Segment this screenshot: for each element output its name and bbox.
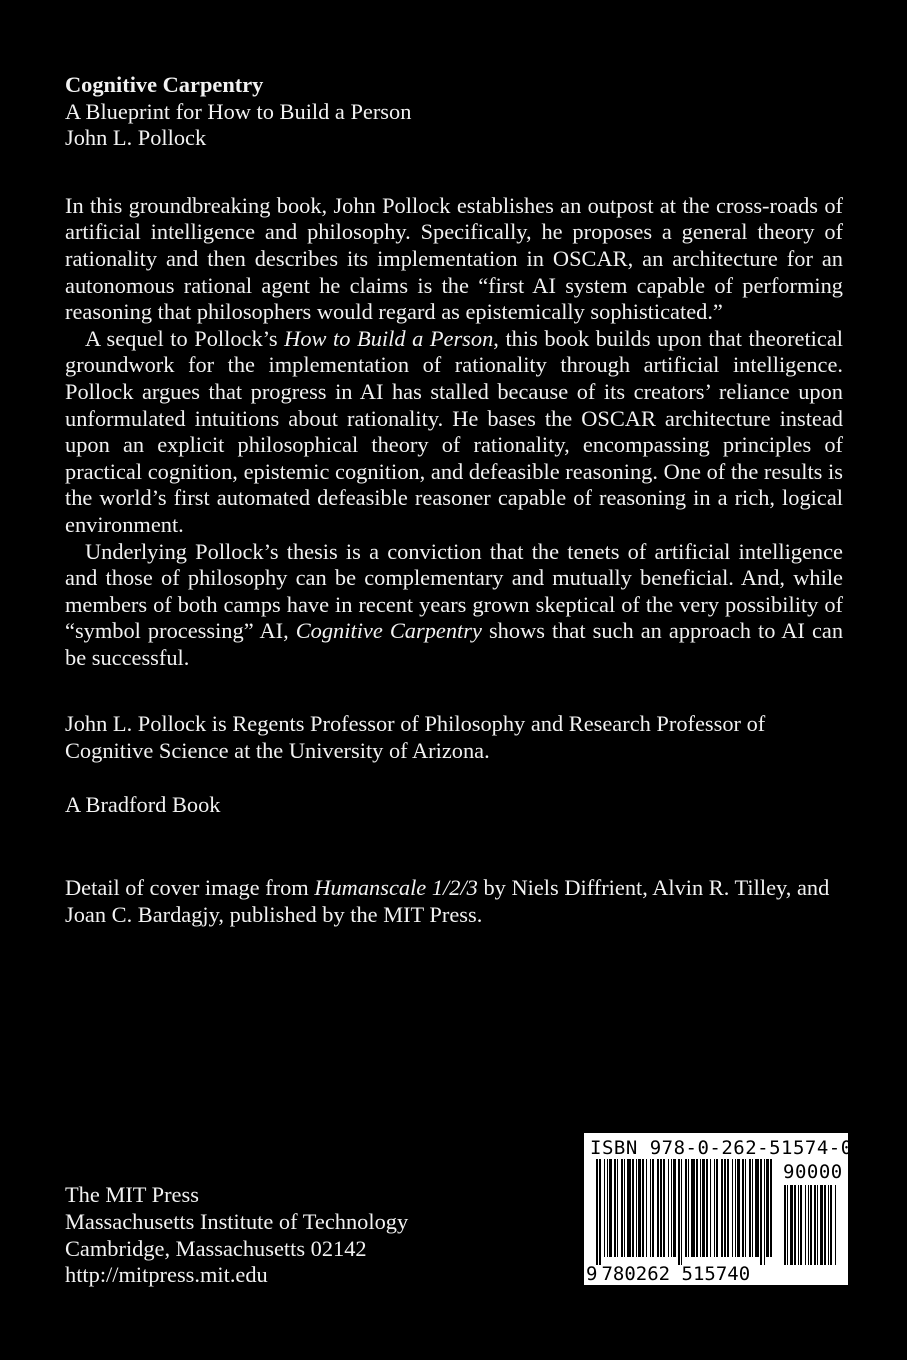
barcode-bar: [787, 1185, 788, 1265]
barcode-bar: [814, 1185, 816, 1265]
barcode-bar: [737, 1159, 740, 1257]
barcode-bar: [745, 1159, 746, 1257]
ean-remaining-digits: 780262 515740: [601, 1263, 751, 1285]
barcode-bar: [764, 1159, 765, 1265]
publisher-name: The MIT Press: [65, 1182, 199, 1207]
publisher-address: [65, 1182, 408, 1289]
barcode-bar: [808, 1185, 809, 1265]
author-bio: John L. Pollock is Regents Professor of Philosophy and Research Professor of Cognitive Science at the University of Arizona.: [65, 711, 766, 764]
barcode-bar: [696, 1159, 698, 1257]
publisher-city: Cambridge, Massachusetts 02142: [65, 1235, 367, 1261]
barcode-bar: [604, 1159, 605, 1257]
barcode-bar: [727, 1159, 729, 1257]
barcode-bar: [735, 1159, 736, 1257]
barcode-bar: [721, 1159, 723, 1257]
barcode-bar: [668, 1159, 669, 1257]
ean-digits: [586, 1261, 750, 1288]
barcode-bar: [770, 1159, 772, 1257]
barcode-bar: [652, 1159, 654, 1257]
barcode-bar: [828, 1185, 829, 1265]
barcode-bar: [660, 1159, 662, 1257]
barcode-bar: [614, 1159, 616, 1257]
barcode-bar: [716, 1159, 718, 1257]
barcode-bar: [617, 1159, 618, 1257]
barcode-bar: [732, 1159, 733, 1257]
barcode-bar: [627, 1159, 631, 1257]
back-cover-text: [65, 72, 843, 928]
barcode-bar: [657, 1159, 659, 1257]
barcode-bar: [798, 1185, 799, 1265]
barcode-bar: [820, 1185, 823, 1265]
ean-first-digit: 9: [586, 1263, 598, 1285]
barcode-bar: [663, 1159, 665, 1257]
barcode-bar: [673, 1159, 676, 1257]
price-addon-digits: 90000: [783, 1161, 843, 1183]
blurb-p2-book-title: How to Build a Person: [284, 325, 494, 351]
barcode-bar: [805, 1185, 806, 1265]
barcode-bar: [835, 1185, 836, 1265]
publisher-url: http://mitpress.mit.edu: [65, 1262, 268, 1288]
imprint: A Bradford Book: [65, 791, 221, 817]
title-block: [65, 72, 843, 152]
blurb-p3-book-title: Cognitive Carpentry: [295, 618, 482, 644]
barcode-bar: [784, 1185, 786, 1265]
cover-credit-text: Detail of cover image from: [65, 875, 315, 901]
isbn-number: ISBN 978-0-262-51574-0: [590, 1137, 853, 1159]
barcode-bar: [678, 1159, 680, 1265]
barcode-bar: [650, 1159, 651, 1257]
barcode-bar: [671, 1159, 672, 1257]
blurb-paragraph-1: In this groundbreaking book, John Pollock establishes an outpost at the cross-roads of artificial intelligence and philosophy. Specifically, he proposes a general theory of rationality and then describes its implementation in OSCAR, an architecture for an autonomous rational agent he claims is the “first AI system capable of performing reasoning that philosophers would regard as epistemically sophisticated.”: [65, 192, 843, 325]
barcode-bar: [749, 1159, 751, 1257]
publisher-institute: Massachusetts Institute of Technology: [65, 1208, 409, 1234]
barcode-bar: [824, 1185, 826, 1265]
addon-barcode-bars: [784, 1185, 838, 1273]
barcode-bar: [724, 1159, 726, 1257]
blurb-p3-text-after: shows that such an approach to AI can be successful.: [65, 618, 844, 670]
barcode-bar: [702, 1159, 705, 1257]
barcode-bar: [636, 1159, 637, 1257]
barcode-bar: [760, 1159, 762, 1265]
barcode-bar: [700, 1159, 701, 1257]
barcode-bar: [794, 1185, 796, 1265]
book-title: Cognitive Carpentry: [65, 72, 264, 97]
barcode-bar: [706, 1159, 708, 1257]
blurb: [65, 193, 843, 672]
barcode-bar: [632, 1159, 634, 1257]
barcode-bar: [790, 1185, 793, 1265]
barcode-bar: [755, 1159, 759, 1257]
barcode-bar: [681, 1159, 682, 1265]
blurb-p3-text: Underlying Pollock’s thesis is a conviction that the tenets of artificial intelligence and those of philosophy can be complementary and mutually beneficial. And, while members of both camps have in recent years grown skeptical of the very possibility of “symbol processing” AI,: [65, 538, 843, 644]
barcode-bar: [742, 1159, 744, 1257]
barcode-bar: [710, 1159, 711, 1257]
barcode-bar: [624, 1159, 625, 1257]
barcode-bar: [685, 1159, 687, 1257]
cover-credit-source: Humanscale 1/2/3: [314, 875, 478, 901]
blurb-paragraph-2: [65, 326, 843, 539]
cover-credit-text-after: by Niels Diffrient, Alvin R. Tilley, and Joan C. Bardagjy, published by the MIT Press.: [65, 875, 830, 927]
barcode-bar: [810, 1185, 812, 1265]
blurb-paragraph-3: [65, 539, 843, 672]
barcode-bar: [817, 1185, 818, 1265]
barcode-bar: [691, 1159, 695, 1257]
barcode-bar: [714, 1159, 715, 1257]
barcode-bar: [638, 1159, 641, 1257]
barcode-bar: [607, 1159, 608, 1257]
barcode-bar: [646, 1159, 647, 1257]
cover-credit: [65, 875, 843, 928]
blurb-p2-text: A sequel to Pollock’s: [85, 325, 285, 351]
barcode-bar: [766, 1159, 769, 1257]
barcode-bar: [642, 1159, 644, 1257]
isbn-barcode: [584, 1133, 853, 1285]
barcode-bar: [609, 1159, 612, 1257]
barcode-bar: [830, 1185, 832, 1265]
barcode-bar: [596, 1159, 598, 1265]
ean-barcode-bars: [596, 1159, 774, 1265]
book-author: John L. Pollock: [65, 125, 207, 151]
barcode-bar: [800, 1185, 802, 1265]
barcode-bar: [621, 1159, 623, 1257]
book-subtitle: A Blueprint for How to Build a Person: [65, 98, 412, 124]
barcode-bar: [752, 1159, 753, 1257]
barcode-bar: [599, 1159, 601, 1265]
barcode-bar: [688, 1159, 689, 1257]
blurb-p2-text-after: , this book builds upon that theoretical groundwork for the implementation of rationality through artificial intelligence. Pollock argues that progress in AI has stalled because of its creators’ reliance upon unformulated intuitions about rationality. He bases the OSCAR architecture instead upon an explicit philosophical theory of rationality, encompassing principles of practical cognition, epistemic cognition, and defeasible reasoning. One of the results is the world’s first automated defeasible reasoner capable of reasoning in a rich, logical environment.: [65, 325, 843, 537]
